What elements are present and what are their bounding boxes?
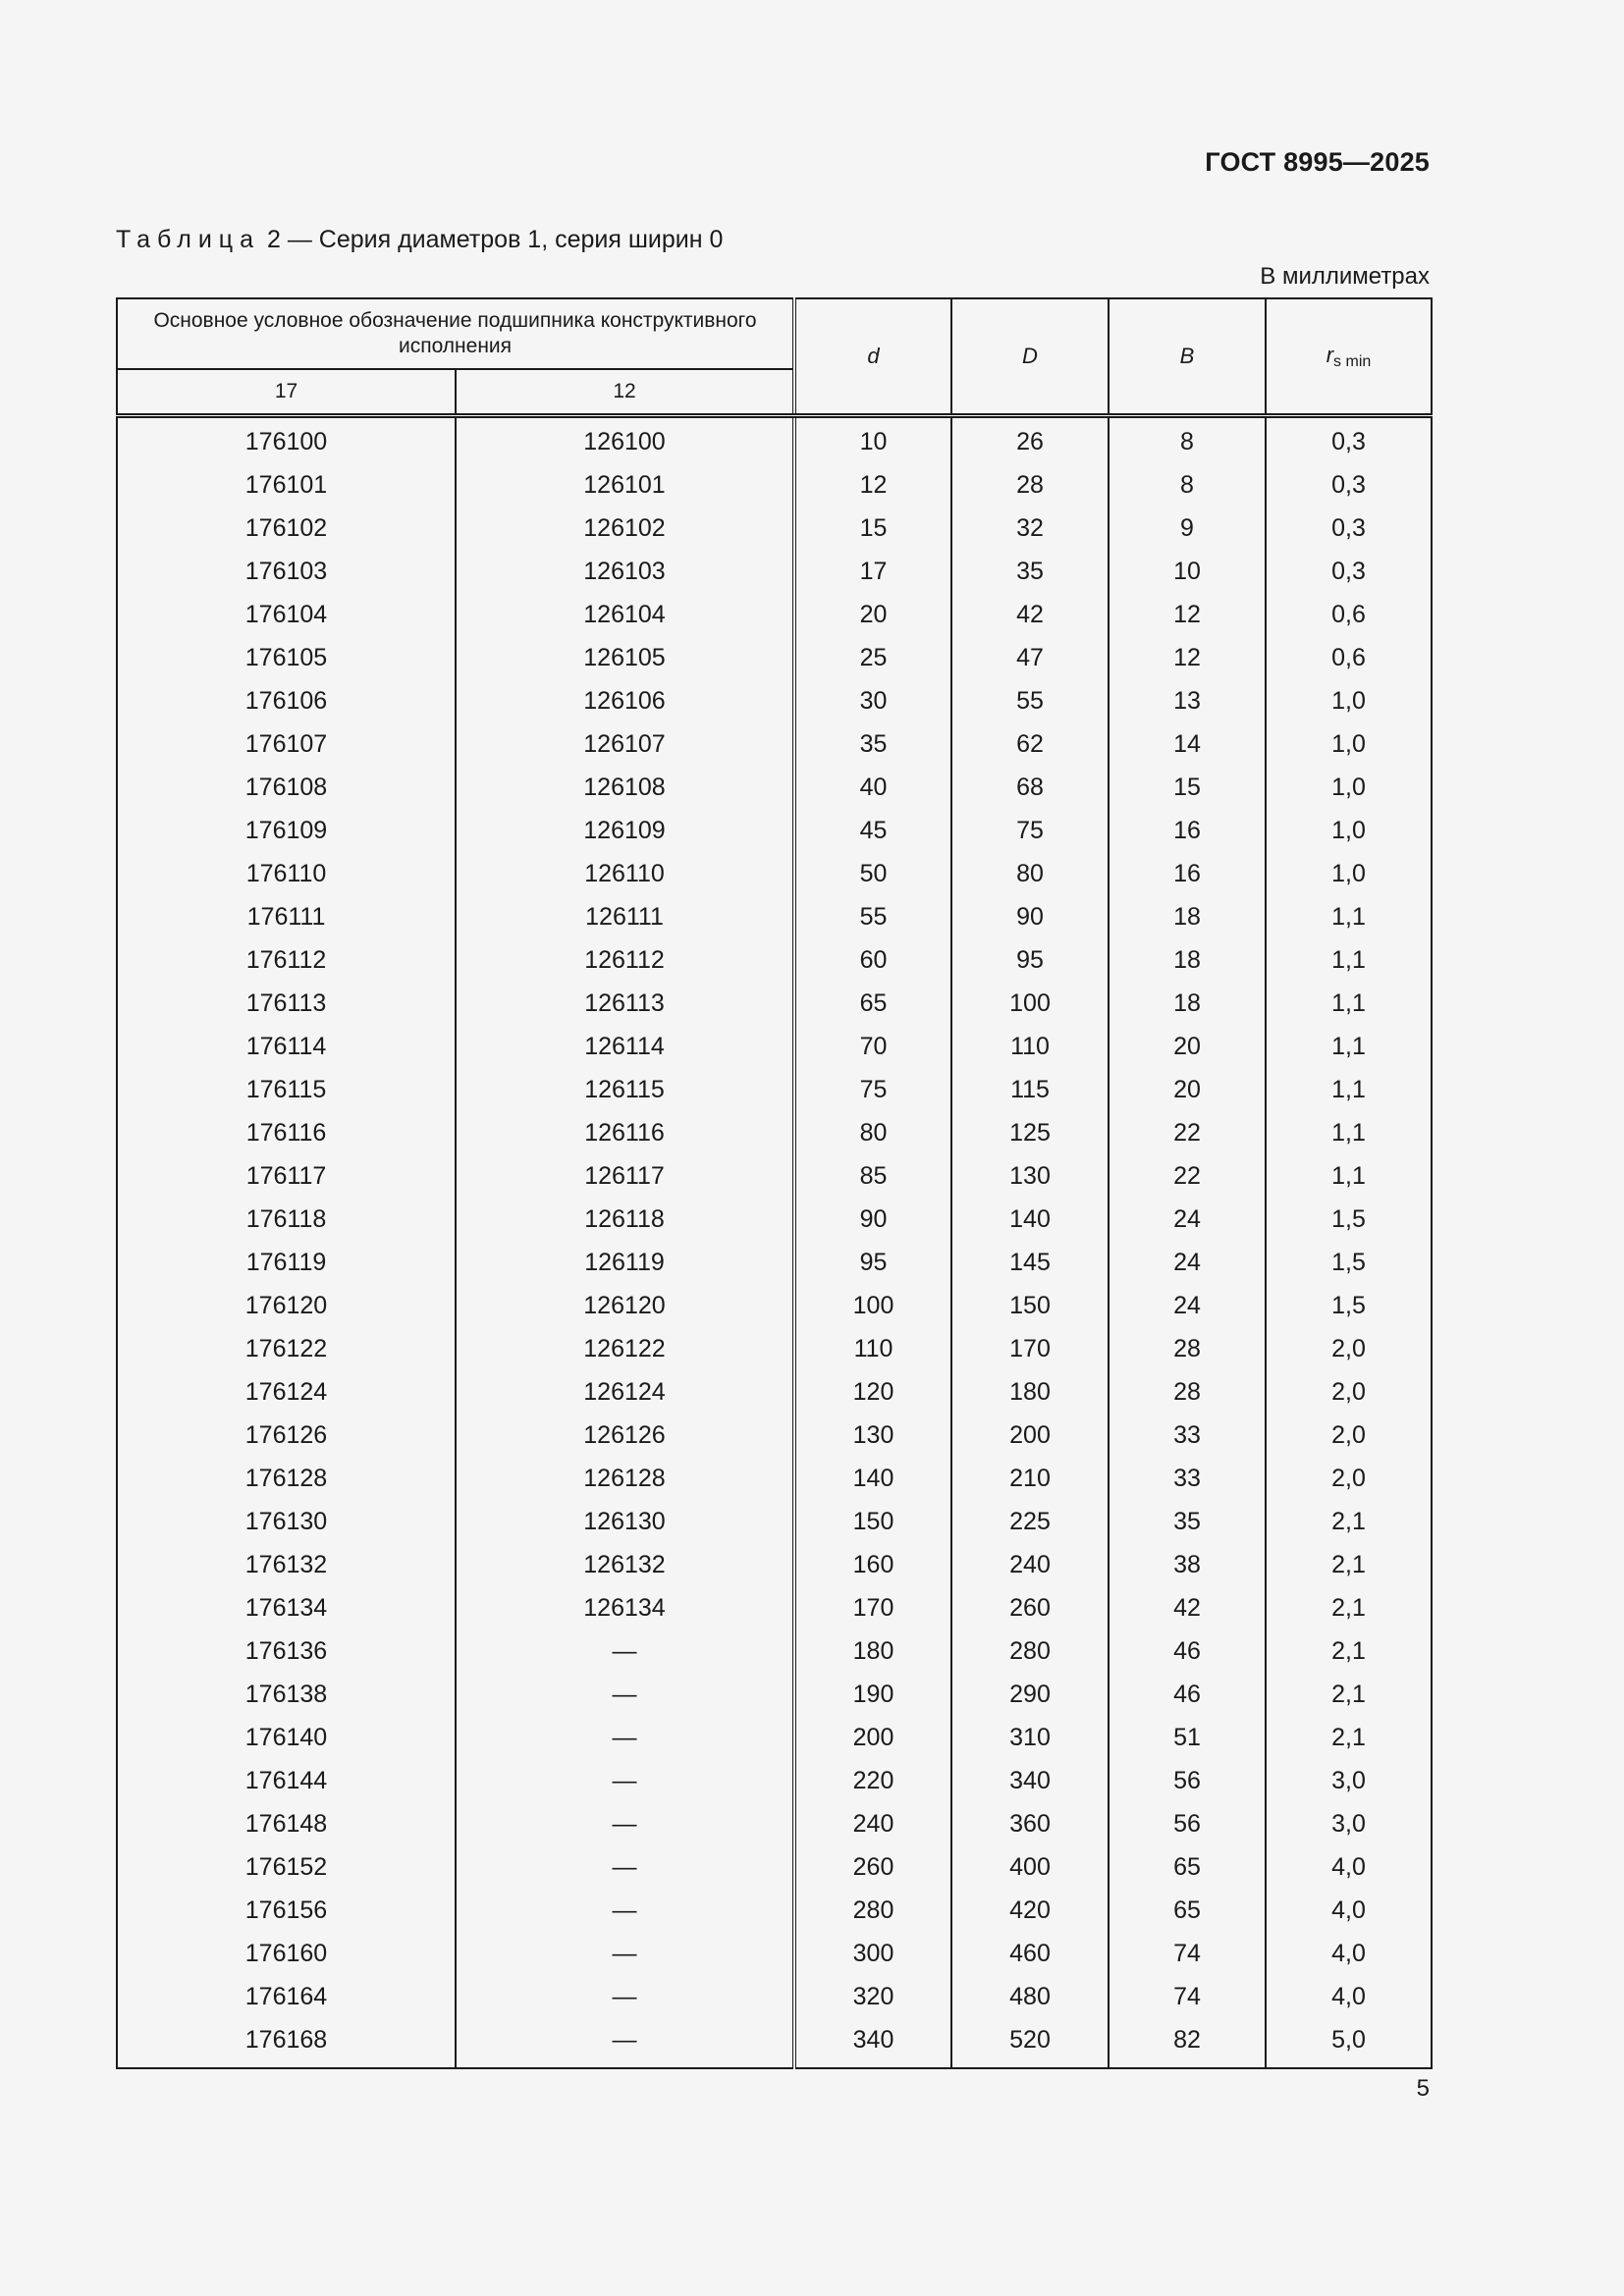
cell-B: 24 bbox=[1109, 1284, 1266, 1327]
cell-design-17: 176148 bbox=[117, 1802, 456, 1845]
cell-r-s-min: 4,0 bbox=[1266, 1845, 1432, 1889]
cell-design-12: — bbox=[456, 1932, 794, 1975]
cell-design-17: 176122 bbox=[117, 1327, 456, 1370]
cell-design-17: 176107 bbox=[117, 722, 456, 766]
cell-design-12: 126111 bbox=[456, 895, 794, 938]
cell-d: 60 bbox=[794, 938, 951, 982]
cell-D: 290 bbox=[951, 1673, 1109, 1716]
cell-design-17: 176134 bbox=[117, 1586, 456, 1629]
cell-design-17: 176108 bbox=[117, 766, 456, 809]
cell-D: 95 bbox=[951, 938, 1109, 982]
table-row bbox=[117, 1284, 1432, 1327]
table-row bbox=[117, 2018, 1432, 2068]
cell-design-12: — bbox=[456, 1889, 794, 1932]
cell-d: 100 bbox=[794, 1284, 951, 1327]
cell-r-s-min: 1,1 bbox=[1266, 938, 1432, 982]
cell-B: 18 bbox=[1109, 895, 1266, 938]
cell-D: 90 bbox=[951, 895, 1109, 938]
cell-design-12: 126106 bbox=[456, 679, 794, 722]
cell-d: 15 bbox=[794, 507, 951, 550]
cell-r-s-min: 0,3 bbox=[1266, 507, 1432, 550]
cell-B: 18 bbox=[1109, 938, 1266, 982]
units-note: В миллиметрах bbox=[1260, 263, 1430, 290]
cell-B: 8 bbox=[1109, 416, 1266, 464]
cell-r-s-min: 1,0 bbox=[1266, 809, 1432, 852]
cell-design-17: 176144 bbox=[117, 1759, 456, 1802]
cell-d: 320 bbox=[794, 1975, 951, 2018]
table-row bbox=[117, 1889, 1432, 1932]
cell-design-17: 176118 bbox=[117, 1198, 456, 1241]
cell-design-12: — bbox=[456, 1629, 794, 1673]
cell-design-17: 176105 bbox=[117, 636, 456, 679]
cell-D: 210 bbox=[951, 1457, 1109, 1500]
cell-d: 160 bbox=[794, 1543, 951, 1586]
cell-r-s-min: 3,0 bbox=[1266, 1802, 1432, 1845]
cell-design-17: 176113 bbox=[117, 982, 456, 1025]
cell-design-12: 126101 bbox=[456, 463, 794, 507]
cell-design-17: 176100 bbox=[117, 416, 456, 464]
cell-design-12: 126112 bbox=[456, 938, 794, 982]
cell-design-12: — bbox=[456, 1673, 794, 1716]
cell-d: 90 bbox=[794, 1198, 951, 1241]
cell-D: 140 bbox=[951, 1198, 1109, 1241]
cell-r-s-min: 1,5 bbox=[1266, 1198, 1432, 1241]
cell-design-12: 126134 bbox=[456, 1586, 794, 1629]
table-row bbox=[117, 463, 1432, 507]
cell-D: 310 bbox=[951, 1716, 1109, 1759]
bearing-dimensions-table bbox=[116, 297, 1433, 2069]
cell-d: 45 bbox=[794, 809, 951, 852]
cell-B: 33 bbox=[1109, 1414, 1266, 1457]
cell-r-s-min: 1,0 bbox=[1266, 679, 1432, 722]
cell-B: 16 bbox=[1109, 809, 1266, 852]
cell-r-s-min: 1,1 bbox=[1266, 982, 1432, 1025]
cell-D: 225 bbox=[951, 1500, 1109, 1543]
cell-d: 110 bbox=[794, 1327, 951, 1370]
cell-r-s-min: 1,5 bbox=[1266, 1241, 1432, 1284]
cell-d: 220 bbox=[794, 1759, 951, 1802]
cell-r-s-min: 2,1 bbox=[1266, 1500, 1432, 1543]
cell-B: 82 bbox=[1109, 2018, 1266, 2068]
cell-d: 20 bbox=[794, 593, 951, 636]
cell-design-12: — bbox=[456, 2018, 794, 2068]
cell-d: 50 bbox=[794, 852, 951, 895]
cell-D: 47 bbox=[951, 636, 1109, 679]
table-row bbox=[117, 1845, 1432, 1889]
cell-design-17: 176101 bbox=[117, 463, 456, 507]
cell-design-17: 176132 bbox=[117, 1543, 456, 1586]
cell-r-s-min: 2,0 bbox=[1266, 1457, 1432, 1500]
cell-r-s-min: 4,0 bbox=[1266, 1932, 1432, 1975]
cell-B: 18 bbox=[1109, 982, 1266, 1025]
cell-B: 16 bbox=[1109, 852, 1266, 895]
cell-D: 110 bbox=[951, 1025, 1109, 1068]
table-row bbox=[117, 1673, 1432, 1716]
cell-d: 40 bbox=[794, 766, 951, 809]
table-body bbox=[117, 416, 1432, 2069]
cell-r-s-min: 4,0 bbox=[1266, 1975, 1432, 2018]
cell-D: 26 bbox=[951, 416, 1109, 464]
cell-D: 125 bbox=[951, 1111, 1109, 1154]
table-row bbox=[117, 1068, 1432, 1111]
table-row bbox=[117, 1370, 1432, 1414]
cell-B: 56 bbox=[1109, 1802, 1266, 1845]
cell-B: 38 bbox=[1109, 1543, 1266, 1586]
cell-B: 22 bbox=[1109, 1111, 1266, 1154]
cell-d: 190 bbox=[794, 1673, 951, 1716]
cell-B: 56 bbox=[1109, 1759, 1266, 1802]
cell-design-12: 126124 bbox=[456, 1370, 794, 1414]
cell-B: 74 bbox=[1109, 1975, 1266, 2018]
cell-r-s-min: 2,0 bbox=[1266, 1370, 1432, 1414]
cell-r-s-min: 2,0 bbox=[1266, 1414, 1432, 1457]
cell-D: 180 bbox=[951, 1370, 1109, 1414]
cell-d: 200 bbox=[794, 1716, 951, 1759]
table-caption bbox=[116, 226, 723, 254]
cell-design-12: 126117 bbox=[456, 1154, 794, 1198]
cell-design-17: 176120 bbox=[117, 1284, 456, 1327]
cell-design-12: 126108 bbox=[456, 766, 794, 809]
cell-d: 260 bbox=[794, 1845, 951, 1889]
cell-design-12: 126109 bbox=[456, 809, 794, 852]
cell-design-17: 176117 bbox=[117, 1154, 456, 1198]
cell-d: 55 bbox=[794, 895, 951, 938]
cell-D: 35 bbox=[951, 550, 1109, 593]
cell-design-12: 126126 bbox=[456, 1414, 794, 1457]
table-row bbox=[117, 1802, 1432, 1845]
cell-design-17: 176111 bbox=[117, 895, 456, 938]
designation-group-header: Основное условное обозначение подшипника конструктивного исполнения bbox=[117, 298, 794, 369]
cell-design-17: 176103 bbox=[117, 550, 456, 593]
cell-design-17: 176152 bbox=[117, 1845, 456, 1889]
cell-r-s-min: 4,0 bbox=[1266, 1889, 1432, 1932]
cell-d: 30 bbox=[794, 679, 951, 722]
table-row bbox=[117, 766, 1432, 809]
cell-design-12: 126122 bbox=[456, 1327, 794, 1370]
table-row bbox=[117, 895, 1432, 938]
header-r-subscript: s min bbox=[1333, 352, 1372, 370]
cell-B: 14 bbox=[1109, 722, 1266, 766]
cell-B: 10 bbox=[1109, 550, 1266, 593]
cell-design-12: 126130 bbox=[456, 1500, 794, 1543]
cell-D: 150 bbox=[951, 1284, 1109, 1327]
cell-D: 80 bbox=[951, 852, 1109, 895]
cell-design-17: 176106 bbox=[117, 679, 456, 722]
cell-d: 130 bbox=[794, 1414, 951, 1457]
cell-design-17: 176140 bbox=[117, 1716, 456, 1759]
cell-r-s-min: 3,0 bbox=[1266, 1759, 1432, 1802]
table-row bbox=[117, 636, 1432, 679]
cell-design-17: 176115 bbox=[117, 1068, 456, 1111]
table-row bbox=[117, 1629, 1432, 1673]
cell-D: 55 bbox=[951, 679, 1109, 722]
cell-r-s-min: 0,3 bbox=[1266, 416, 1432, 464]
cell-design-17: 176124 bbox=[117, 1370, 456, 1414]
cell-r-s-min: 2,1 bbox=[1266, 1543, 1432, 1586]
cell-B: 51 bbox=[1109, 1716, 1266, 1759]
cell-B: 42 bbox=[1109, 1586, 1266, 1629]
cell-d: 240 bbox=[794, 1802, 951, 1845]
table-row bbox=[117, 1543, 1432, 1586]
table-row bbox=[117, 1241, 1432, 1284]
header-D: D bbox=[951, 298, 1109, 416]
cell-d: 120 bbox=[794, 1370, 951, 1414]
cell-B: 33 bbox=[1109, 1457, 1266, 1500]
cell-r-s-min: 1,0 bbox=[1266, 722, 1432, 766]
page-number: 5 bbox=[1416, 2075, 1430, 2102]
cell-r-s-min: 1,0 bbox=[1266, 852, 1432, 895]
cell-D: 420 bbox=[951, 1889, 1109, 1932]
cell-d: 25 bbox=[794, 636, 951, 679]
cell-B: 28 bbox=[1109, 1370, 1266, 1414]
table-row bbox=[117, 982, 1432, 1025]
cell-design-12: 126116 bbox=[456, 1111, 794, 1154]
cell-design-17: 176104 bbox=[117, 593, 456, 636]
cell-design-12: — bbox=[456, 1759, 794, 1802]
table-row bbox=[117, 679, 1432, 722]
table-row bbox=[117, 1025, 1432, 1068]
cell-D: 460 bbox=[951, 1932, 1109, 1975]
cell-d: 300 bbox=[794, 1932, 951, 1975]
cell-B: 12 bbox=[1109, 636, 1266, 679]
cell-r-s-min: 2,1 bbox=[1266, 1629, 1432, 1673]
cell-design-12: 126115 bbox=[456, 1068, 794, 1111]
header-r-s-min bbox=[1266, 298, 1432, 416]
cell-r-s-min: 1,1 bbox=[1266, 895, 1432, 938]
header-d: d bbox=[794, 298, 951, 416]
cell-d: 340 bbox=[794, 2018, 951, 2068]
cell-D: 240 bbox=[951, 1543, 1109, 1586]
table-row bbox=[117, 1975, 1432, 2018]
table-row bbox=[117, 1414, 1432, 1457]
cell-design-17: 176126 bbox=[117, 1414, 456, 1457]
cell-B: 20 bbox=[1109, 1068, 1266, 1111]
table-row bbox=[117, 1716, 1432, 1759]
cell-B: 46 bbox=[1109, 1629, 1266, 1673]
header-r-symbol: r bbox=[1326, 342, 1334, 367]
cell-design-17: 176119 bbox=[117, 1241, 456, 1284]
cell-r-s-min: 2,0 bbox=[1266, 1327, 1432, 1370]
cell-d: 75 bbox=[794, 1068, 951, 1111]
cell-r-s-min: 2,1 bbox=[1266, 1673, 1432, 1716]
cell-r-s-min: 0,6 bbox=[1266, 636, 1432, 679]
cell-r-s-min: 2,1 bbox=[1266, 1716, 1432, 1759]
cell-d: 70 bbox=[794, 1025, 951, 1068]
cell-design-17: 176160 bbox=[117, 1932, 456, 1975]
cell-B: 65 bbox=[1109, 1889, 1266, 1932]
cell-d: 280 bbox=[794, 1889, 951, 1932]
cell-design-17: 176110 bbox=[117, 852, 456, 895]
cell-r-s-min: 5,0 bbox=[1266, 2018, 1432, 2068]
cell-D: 400 bbox=[951, 1845, 1109, 1889]
table-row bbox=[117, 1457, 1432, 1500]
cell-r-s-min: 1,1 bbox=[1266, 1154, 1432, 1198]
cell-D: 340 bbox=[951, 1759, 1109, 1802]
cell-design-17: 176114 bbox=[117, 1025, 456, 1068]
table-row bbox=[117, 938, 1432, 982]
cell-D: 42 bbox=[951, 593, 1109, 636]
cell-D: 28 bbox=[951, 463, 1109, 507]
cell-design-12: 126107 bbox=[456, 722, 794, 766]
table-caption-word: Таблица bbox=[116, 226, 261, 253]
cell-d: 95 bbox=[794, 1241, 951, 1284]
cell-B: 35 bbox=[1109, 1500, 1266, 1543]
cell-design-12: 126110 bbox=[456, 852, 794, 895]
cell-design-17: 176128 bbox=[117, 1457, 456, 1500]
cell-design-17: 176168 bbox=[117, 2018, 456, 2068]
cell-d: 10 bbox=[794, 416, 951, 464]
cell-B: 13 bbox=[1109, 679, 1266, 722]
cell-design-12: 126104 bbox=[456, 593, 794, 636]
cell-D: 100 bbox=[951, 982, 1109, 1025]
cell-B: 12 bbox=[1109, 593, 1266, 636]
cell-r-s-min: 0,3 bbox=[1266, 463, 1432, 507]
cell-B: 24 bbox=[1109, 1241, 1266, 1284]
cell-D: 32 bbox=[951, 507, 1109, 550]
cell-d: 35 bbox=[794, 722, 951, 766]
table-row bbox=[117, 1500, 1432, 1543]
cell-design-17: 176138 bbox=[117, 1673, 456, 1716]
cell-design-12: — bbox=[456, 1716, 794, 1759]
cell-design-12: 126113 bbox=[456, 982, 794, 1025]
cell-D: 75 bbox=[951, 809, 1109, 852]
cell-design-17: 176130 bbox=[117, 1500, 456, 1543]
cell-D: 130 bbox=[951, 1154, 1109, 1198]
cell-design-12: 126119 bbox=[456, 1241, 794, 1284]
table-row bbox=[117, 1111, 1432, 1154]
cell-B: 74 bbox=[1109, 1932, 1266, 1975]
table-row bbox=[117, 1932, 1432, 1975]
cell-design-12: 126102 bbox=[456, 507, 794, 550]
cell-design-17: 176109 bbox=[117, 809, 456, 852]
cell-design-17: 176112 bbox=[117, 938, 456, 982]
cell-design-12: 126128 bbox=[456, 1457, 794, 1500]
cell-D: 280 bbox=[951, 1629, 1109, 1673]
cell-design-12: 126120 bbox=[456, 1284, 794, 1327]
cell-B: 28 bbox=[1109, 1327, 1266, 1370]
cell-d: 170 bbox=[794, 1586, 951, 1629]
cell-D: 68 bbox=[951, 766, 1109, 809]
cell-design-17: 176156 bbox=[117, 1889, 456, 1932]
cell-B: 65 bbox=[1109, 1845, 1266, 1889]
table-row bbox=[117, 852, 1432, 895]
table-row bbox=[117, 550, 1432, 593]
cell-D: 200 bbox=[951, 1414, 1109, 1457]
table-row bbox=[117, 507, 1432, 550]
cell-B: 9 bbox=[1109, 507, 1266, 550]
table-row bbox=[117, 416, 1432, 464]
cell-d: 12 bbox=[794, 463, 951, 507]
cell-r-s-min: 1,1 bbox=[1266, 1025, 1432, 1068]
table-row bbox=[117, 1759, 1432, 1802]
header-design-17: 17 bbox=[117, 369, 456, 416]
cell-design-17: 176136 bbox=[117, 1629, 456, 1673]
cell-B: 15 bbox=[1109, 766, 1266, 809]
table-row bbox=[117, 809, 1432, 852]
cell-D: 520 bbox=[951, 2018, 1109, 2068]
table-row bbox=[117, 593, 1432, 636]
cell-r-s-min: 0,6 bbox=[1266, 593, 1432, 636]
cell-design-17: 176102 bbox=[117, 507, 456, 550]
cell-design-17: 176164 bbox=[117, 1975, 456, 2018]
cell-design-17: 176116 bbox=[117, 1111, 456, 1154]
cell-design-12: 126132 bbox=[456, 1543, 794, 1586]
cell-d: 180 bbox=[794, 1629, 951, 1673]
table-row bbox=[117, 1198, 1432, 1241]
table-caption-text: 2 — Серия диаметров 1, серия ширин 0 bbox=[266, 226, 724, 253]
cell-B: 22 bbox=[1109, 1154, 1266, 1198]
cell-B: 24 bbox=[1109, 1198, 1266, 1241]
cell-D: 62 bbox=[951, 722, 1109, 766]
cell-D: 115 bbox=[951, 1068, 1109, 1111]
cell-B: 46 bbox=[1109, 1673, 1266, 1716]
cell-d: 65 bbox=[794, 982, 951, 1025]
table-row bbox=[117, 1154, 1432, 1198]
cell-design-12: 126118 bbox=[456, 1198, 794, 1241]
cell-d: 150 bbox=[794, 1500, 951, 1543]
cell-d: 140 bbox=[794, 1457, 951, 1500]
cell-D: 170 bbox=[951, 1327, 1109, 1370]
cell-D: 260 bbox=[951, 1586, 1109, 1629]
cell-r-s-min: 1,5 bbox=[1266, 1284, 1432, 1327]
cell-design-12: 126114 bbox=[456, 1025, 794, 1068]
document-code: ГОСТ 8995—2025 bbox=[1205, 147, 1430, 177]
header-B: B bbox=[1109, 298, 1266, 416]
cell-d: 85 bbox=[794, 1154, 951, 1198]
cell-D: 360 bbox=[951, 1802, 1109, 1845]
cell-B: 8 bbox=[1109, 463, 1266, 507]
table-row bbox=[117, 722, 1432, 766]
cell-d: 80 bbox=[794, 1111, 951, 1154]
cell-d: 17 bbox=[794, 550, 951, 593]
cell-D: 480 bbox=[951, 1975, 1109, 2018]
cell-design-12: 126100 bbox=[456, 416, 794, 464]
cell-r-s-min: 1,1 bbox=[1266, 1111, 1432, 1154]
header-design-12: 12 bbox=[456, 369, 794, 416]
cell-design-12: 126105 bbox=[456, 636, 794, 679]
cell-r-s-min: 0,3 bbox=[1266, 550, 1432, 593]
cell-design-12: 126103 bbox=[456, 550, 794, 593]
cell-design-12: — bbox=[456, 1802, 794, 1845]
cell-r-s-min: 1,1 bbox=[1266, 1068, 1432, 1111]
table-row bbox=[117, 1327, 1432, 1370]
cell-design-12: — bbox=[456, 1975, 794, 2018]
cell-B: 20 bbox=[1109, 1025, 1266, 1068]
cell-D: 145 bbox=[951, 1241, 1109, 1284]
cell-r-s-min: 1,0 bbox=[1266, 766, 1432, 809]
cell-design-12: — bbox=[456, 1845, 794, 1889]
table-row bbox=[117, 1586, 1432, 1629]
cell-r-s-min: 2,1 bbox=[1266, 1586, 1432, 1629]
